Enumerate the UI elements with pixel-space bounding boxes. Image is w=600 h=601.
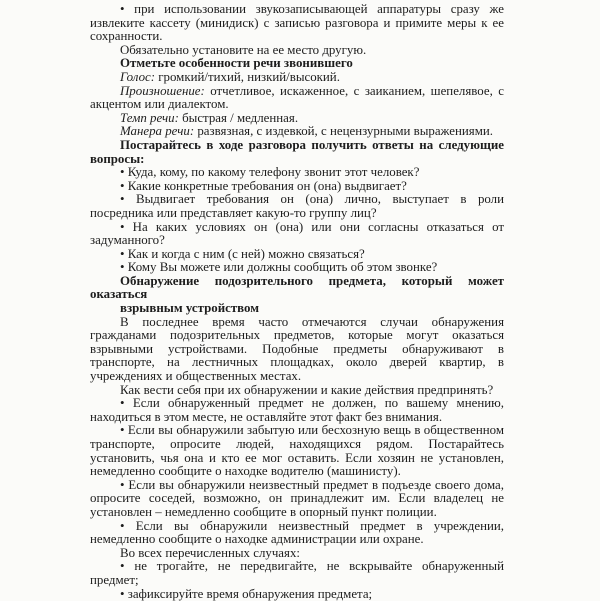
rule-item-1: • не трогайте, не передвигайте, не вскрывайте обнаруженный предмет; bbox=[90, 559, 504, 587]
trait-label-tempo: Темп речи: bbox=[120, 110, 179, 125]
advice-item-4: • Если вы обнаружили неизвестный предмет в учреждении, немедленно сообщите о находке администрации или охране. bbox=[90, 518, 504, 547]
speech-trait-voice bbox=[90, 71, 504, 85]
trait-label-pronunciation: Произношение: bbox=[120, 83, 205, 98]
paragraph-all-cases: Во всех перечисленных случаях: bbox=[120, 545, 300, 560]
trait-text-manner: развязная, с издевкой, с нецензурными выражениями. bbox=[194, 124, 494, 139]
speech-trait-manner bbox=[90, 125, 504, 139]
paragraph-replace-cassette: Обязательно установите на ее место другую. bbox=[120, 42, 367, 57]
question-item-2: • Какие конкретные требования он (она) выдвигает? bbox=[120, 178, 407, 193]
question-item-5: • Как и когда с ним (с ней) можно связаться? bbox=[120, 246, 365, 261]
trait-text-pronunciation: отчетливое, искаженное, с заиканием, шепелявое, с акцентом или диалектом. bbox=[90, 83, 504, 112]
question-item-4: • На каких условиях он (она) или они согласны отказаться от задуманного? bbox=[90, 219, 504, 248]
document-page bbox=[90, 3, 504, 601]
heading-questions: Постарайтесь в ходе разговора получить ответы на следующие вопросы: bbox=[90, 137, 504, 166]
trait-label-voice: Голос: bbox=[120, 69, 156, 84]
rule-item-2: • зафиксируйте время обнаружения предмета; bbox=[120, 586, 373, 601]
advice-item-2: • Если вы обнаружили забытую или бесхозную вещь в общественном транспорте, опросите людей, находящихся рядом. Постарайтесь установить, чья она и кто ее мог оставить. Если хозяин не установлен, немедленно сообщите о находке водителю (машинисту). bbox=[90, 423, 504, 479]
heading-suspicious-object-line1: Обнаружение подозрительного предмета, который может оказаться bbox=[90, 273, 504, 302]
question-item-6: • Кому Вы можете или должны сообщить об этом звонке? bbox=[120, 260, 438, 275]
speech-trait-tempo bbox=[90, 112, 504, 126]
bullet-recording-equipment: • при использовании звукозаписывающей аппаратуры сразу же извлеките кассету (минидиск) с записью разговора и примите меры к ее сохранности. bbox=[90, 2, 504, 44]
heading-speech-features: Отметьте особенности речи звонившего bbox=[120, 56, 353, 71]
trait-text-tempo: быстрая / медленная. bbox=[178, 110, 299, 125]
paragraph-discovery-intro: В последнее время часто отмечаются случаи обнаружения гражданами подозрительных предметов, которые могут оказаться взрывными устройствами. Подобные предметы обнаруживают в транспорте, на лестничных площадках, около дверей квартир, в учреждениях и общественных местах. bbox=[90, 314, 504, 384]
advice-item-1: • Если обнаруженный предмет не должен, по вашему мнению, находиться в этом месте, не оставляйте этот факт без внимания. bbox=[90, 396, 504, 424]
speech-trait-pronunciation bbox=[90, 85, 504, 112]
advice-item-3: • Если вы обнаружили неизвестный предмет в подъезде своего дома, опросите соседей, возможно, он принадлежит им. Если владелец не установлен – немедленно сообщите в опорный пункт полиции. bbox=[90, 477, 504, 519]
question-item-1: • Куда, кому, по какому телефону звонит этот человек? bbox=[120, 165, 420, 180]
heading-suspicious-object-line2: взрывным устройством bbox=[120, 301, 260, 316]
question-item-3: • Выдвигает требования он (она) лично, выступает в роли посредника или представляет какую-то группу лиц? bbox=[90, 192, 504, 220]
trait-text-voice: громкий/тихий, низкий/высокий. bbox=[155, 69, 340, 84]
trait-label-manner: Манера речи: bbox=[120, 124, 195, 139]
paragraph-how-to-behave: Как вести себя при их обнаружении и какие действия предпринять? bbox=[120, 382, 494, 397]
